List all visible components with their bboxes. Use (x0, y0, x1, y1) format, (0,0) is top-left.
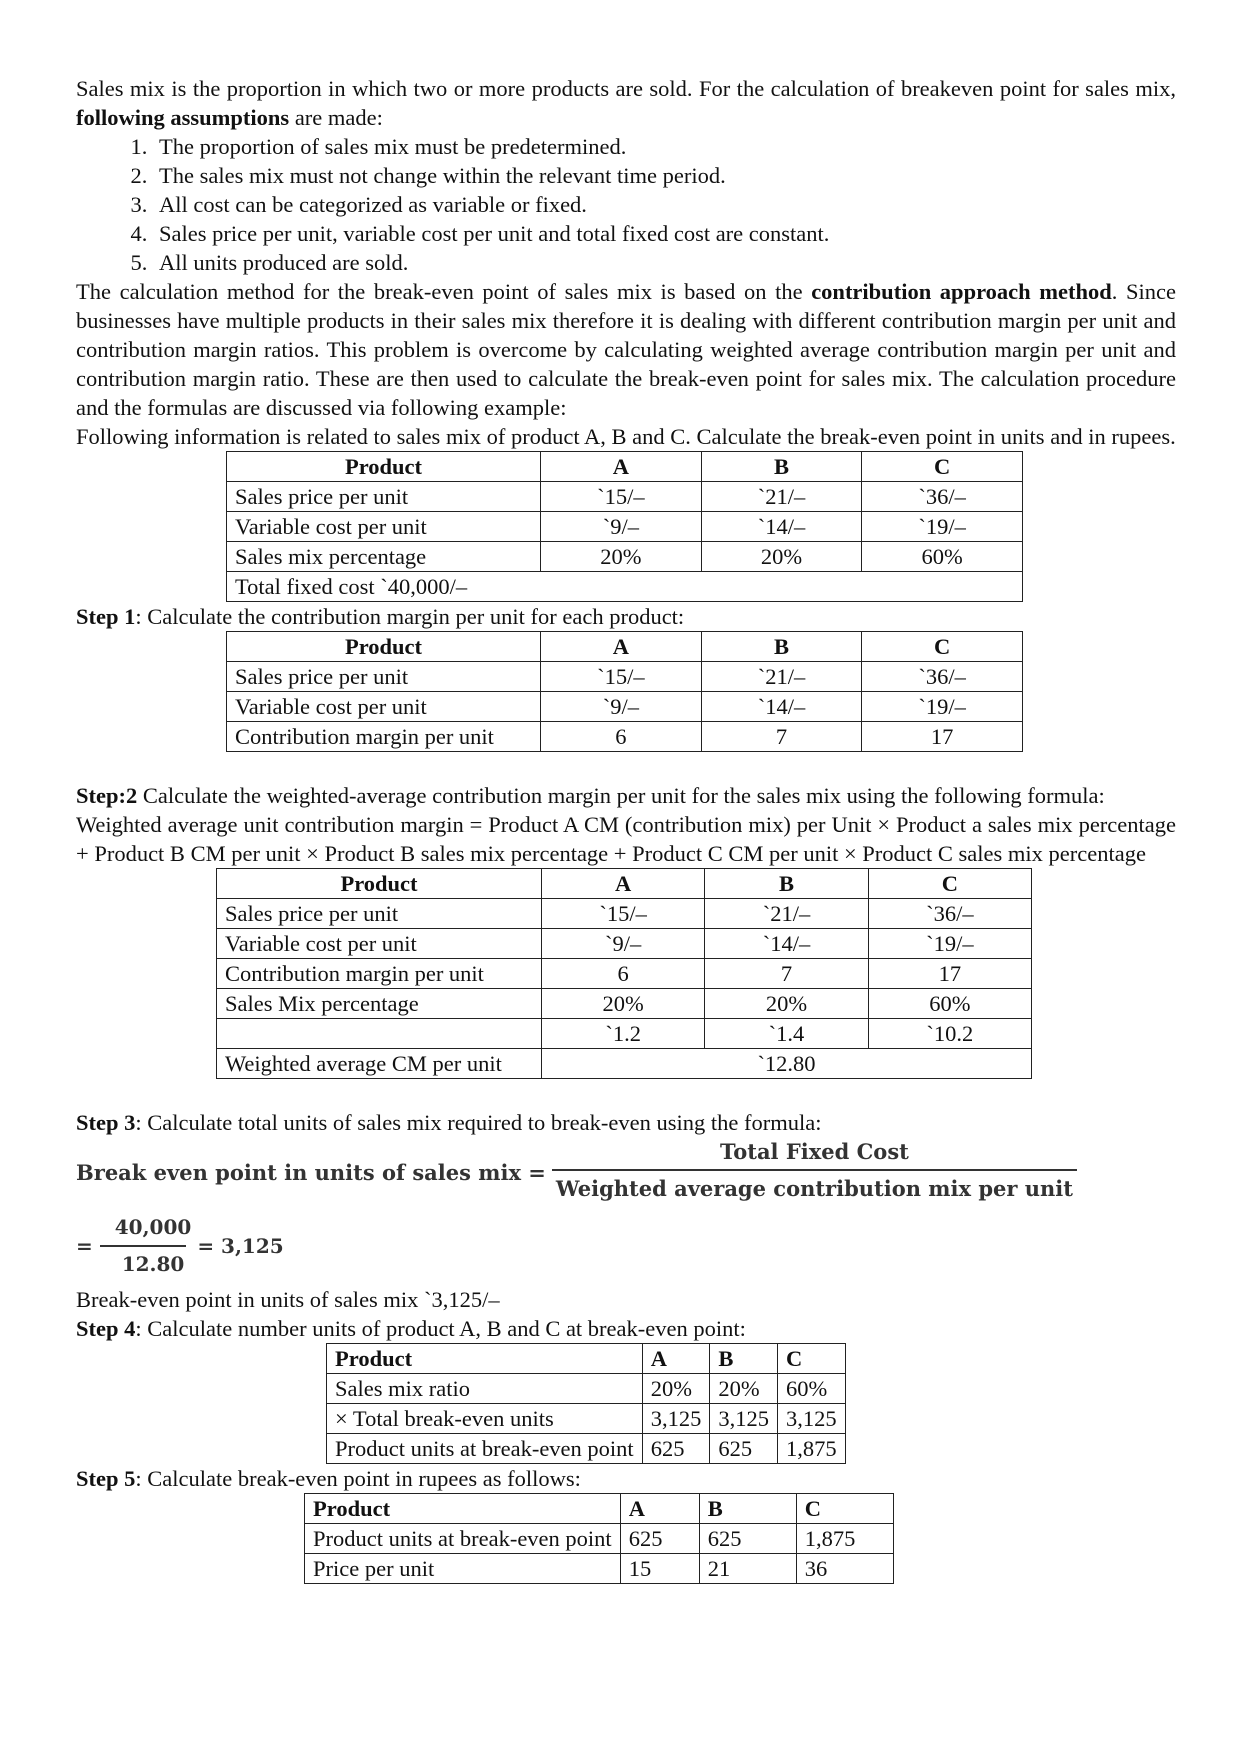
table-cell: `10.2 (868, 1019, 1031, 1049)
table-cell: 625 (710, 1434, 778, 1464)
table-row (327, 1434, 846, 1464)
given-data-table (226, 451, 1023, 602)
assumption-item: 2. The sales mix must not change within the relevant time period. (153, 161, 1176, 190)
example-paragraph: Following information is related to sales mix of product A, B and C. Calculate the break-even point in units and in rupees. (76, 424, 1176, 449)
table-cell: 17 (868, 959, 1031, 989)
table-cell: 3,125 (710, 1404, 778, 1434)
table-cell: 20% (701, 542, 862, 572)
table-cell: 20% (541, 542, 702, 572)
table-cell: 1,875 (777, 1434, 845, 1464)
table-row (305, 1524, 894, 1554)
table-cell: 20% (642, 1374, 710, 1404)
table-row (227, 482, 1023, 512)
step-2-formula: Weighted average unit contribution margin = Product A CM (contribution mix) per Unit × Product a sales mix percentage + Product B CM per unit × Product B sales mix percentage + Product C CM per unit × Product C sales mix percentage (76, 812, 1176, 866)
table-header: A (642, 1344, 710, 1374)
table-cell: Contribution margin per unit (227, 722, 541, 752)
fixed-cost-cell: Total fixed cost `40,000/– (227, 572, 1023, 602)
table-cell: `21/– (705, 899, 868, 929)
calc-denominator: 12.80 (100, 1245, 187, 1279)
table-cell: 625 (642, 1434, 710, 1464)
table-cell: 20% (542, 989, 705, 1019)
table-cell: `9/– (541, 512, 702, 542)
table-header-row (227, 632, 1023, 662)
table-cell: `36/– (868, 899, 1031, 929)
table-row (217, 1049, 1032, 1079)
table-header: C (777, 1344, 845, 1374)
table-row (217, 1019, 1032, 1049)
formula-lhs: Break even point in units of sales mix = (76, 1159, 546, 1185)
table-cell: 1,875 (796, 1524, 893, 1554)
table-row (217, 959, 1032, 989)
table-header: Product (227, 632, 541, 662)
table-cell: `36/– (862, 482, 1023, 512)
table-cell: Sales price per unit (217, 899, 542, 929)
assumption-item: 5. All units produced are sold. (153, 248, 1176, 277)
table-cell: × Total break-even units (327, 1404, 643, 1434)
weighted-cm-table (216, 868, 1032, 1079)
table-cell: 20% (705, 989, 868, 1019)
assumption-item: 1. The proportion of sales mix must be predetermined. (153, 132, 1176, 161)
table-cell: `19/– (868, 929, 1031, 959)
step-3-result: Break-even point in units of sales mix `3,125/– (76, 1287, 500, 1312)
contribution-margin-table (226, 631, 1023, 752)
table-cell: `14/– (705, 929, 868, 959)
table-cell: `36/– (862, 662, 1023, 692)
table-cell: `9/– (542, 929, 705, 959)
break-even-calculation (76, 1213, 1176, 1279)
table-cell: `15/– (541, 662, 702, 692)
table-cell: Weighted average CM per unit (217, 1049, 542, 1079)
table-cell: `19/– (862, 512, 1023, 542)
table-cell: `15/– (542, 899, 705, 929)
table-header: C (862, 632, 1023, 662)
table-header-row (217, 869, 1032, 899)
table-cell: 20% (710, 1374, 778, 1404)
table-cell: Sales price per unit (227, 482, 541, 512)
table-cell: `14/– (701, 512, 862, 542)
table-cell: `1.2 (542, 1019, 705, 1049)
document-content (76, 74, 1176, 1584)
table-row (217, 929, 1032, 959)
table-cell: Variable cost per unit (227, 692, 541, 722)
table-cell: `1.4 (705, 1019, 868, 1049)
table-row (227, 572, 1023, 602)
table-header: Product (327, 1344, 643, 1374)
table-cell: 15 (620, 1554, 699, 1584)
table-header: C (868, 869, 1031, 899)
calc-equals: = (76, 1233, 93, 1258)
table-cell: Variable cost per unit (217, 929, 542, 959)
step-1-heading: Step 1: Calculate the contribution margin per unit for each product: (76, 604, 685, 629)
step-2-heading: Step:2 Calculate the weighted-average contribution margin per unit for the sales mix using the following formula: (76, 783, 1105, 808)
table-row (227, 512, 1023, 542)
table-cell: Variable cost per unit (227, 512, 541, 542)
step-3-heading: Step 3: Calculate total units of sales mix required to break-even using the formula: (76, 1110, 822, 1135)
table-cell: 60% (862, 542, 1023, 572)
table-cell: Product units at break-even point (327, 1434, 643, 1464)
table-cell: 60% (868, 989, 1031, 1019)
table-cell: `19/– (862, 692, 1023, 722)
method-paragraph: The calculation method for the break-even point of sales mix is based on the contribution approach method. Since businesses have multiple products in their sales mix therefore it is dealing with different contribution margin per unit and contribution margin ratios. This problem is overcome by calculating weighted average contribution margin per unit and contribution margin ratio. These are then used to calculate the break-even point for sales mix. The calculation procedure and the formulas are discussed via following example: (76, 279, 1176, 420)
assumption-item: 4. Sales price per unit, variable cost per unit and total fixed cost are constant. (153, 219, 1176, 248)
table-cell: 3,125 (642, 1404, 710, 1434)
table-row (227, 722, 1023, 752)
assumptions-list (76, 132, 1176, 277)
break-even-formula (76, 1137, 1176, 1279)
table-cell: Product units at break-even point (305, 1524, 621, 1554)
table-header: A (541, 632, 702, 662)
step-5-heading: Step 5: Calculate break-even point in rupees as follows: (76, 1466, 581, 1491)
table-cell: `9/– (541, 692, 702, 722)
table-cell: 36 (796, 1554, 893, 1584)
table-cell: `14/– (701, 692, 862, 722)
table-header: C (862, 452, 1023, 482)
formula-numerator: Total Fixed Cost (720, 1139, 909, 1164)
formula-denominator: Weighted average contribution mix per unit (552, 1169, 1077, 1203)
table-header: Product (305, 1494, 621, 1524)
table-header: C (796, 1494, 893, 1524)
table-row (227, 662, 1023, 692)
table-cell: `21/– (701, 482, 862, 512)
step-4-heading: Step 4: Calculate number units of product A, B and C at break-even point: (76, 1316, 746, 1341)
table-cell: 60% (777, 1374, 845, 1404)
table-cell: `21/– (701, 662, 862, 692)
table-header: Product (227, 452, 541, 482)
table-cell: Sales Mix percentage (217, 989, 542, 1019)
table-cell: 625 (699, 1524, 796, 1554)
table-row (305, 1554, 894, 1584)
table-header: B (699, 1494, 796, 1524)
table-cell: 7 (705, 959, 868, 989)
table-header: A (620, 1494, 699, 1524)
table-cell: Sales price per unit (227, 662, 541, 692)
table-cell: `15/– (541, 482, 702, 512)
table-row (327, 1374, 846, 1404)
table-header-row (305, 1494, 894, 1524)
table-row (327, 1404, 846, 1434)
weighted-average-value: `12.80 (542, 1049, 1032, 1079)
table-header: B (701, 452, 862, 482)
table-cell: 21 (699, 1554, 796, 1584)
break-even-rupees-table (304, 1493, 894, 1584)
table-header: B (705, 869, 868, 899)
table-header: A (541, 452, 702, 482)
table-header: Product (217, 869, 542, 899)
table-cell: Price per unit (305, 1554, 621, 1584)
table-row (217, 899, 1032, 929)
table-header: B (710, 1344, 778, 1374)
assumption-item: 3. All cost can be categorized as variable or fixed. (153, 190, 1176, 219)
intro-paragraph: Sales mix is the proportion in which two or more products are sold. For the calculation of breakeven point for sales mix, following assumptions are made: (76, 76, 1176, 130)
calc-numerator: 40,000 (114, 1215, 192, 1239)
table-header: A (542, 869, 705, 899)
table-cell: 17 (862, 722, 1023, 752)
table-cell: 625 (620, 1524, 699, 1554)
table-row (227, 542, 1023, 572)
table-header-row (227, 452, 1023, 482)
calc-result: = 3,125 (197, 1233, 284, 1258)
table-cell: Contribution margin per unit (217, 959, 542, 989)
table-cell: Sales mix percentage (227, 542, 541, 572)
product-units-table (326, 1343, 846, 1464)
table-row (227, 692, 1023, 722)
table-header: B (701, 632, 862, 662)
table-cell (217, 1019, 542, 1049)
table-cell: Sales mix ratio (327, 1374, 643, 1404)
table-row (217, 989, 1032, 1019)
table-cell: 3,125 (777, 1404, 845, 1434)
table-cell: 6 (541, 722, 702, 752)
table-header-row (327, 1344, 846, 1374)
table-cell: 6 (542, 959, 705, 989)
table-cell: 7 (701, 722, 862, 752)
